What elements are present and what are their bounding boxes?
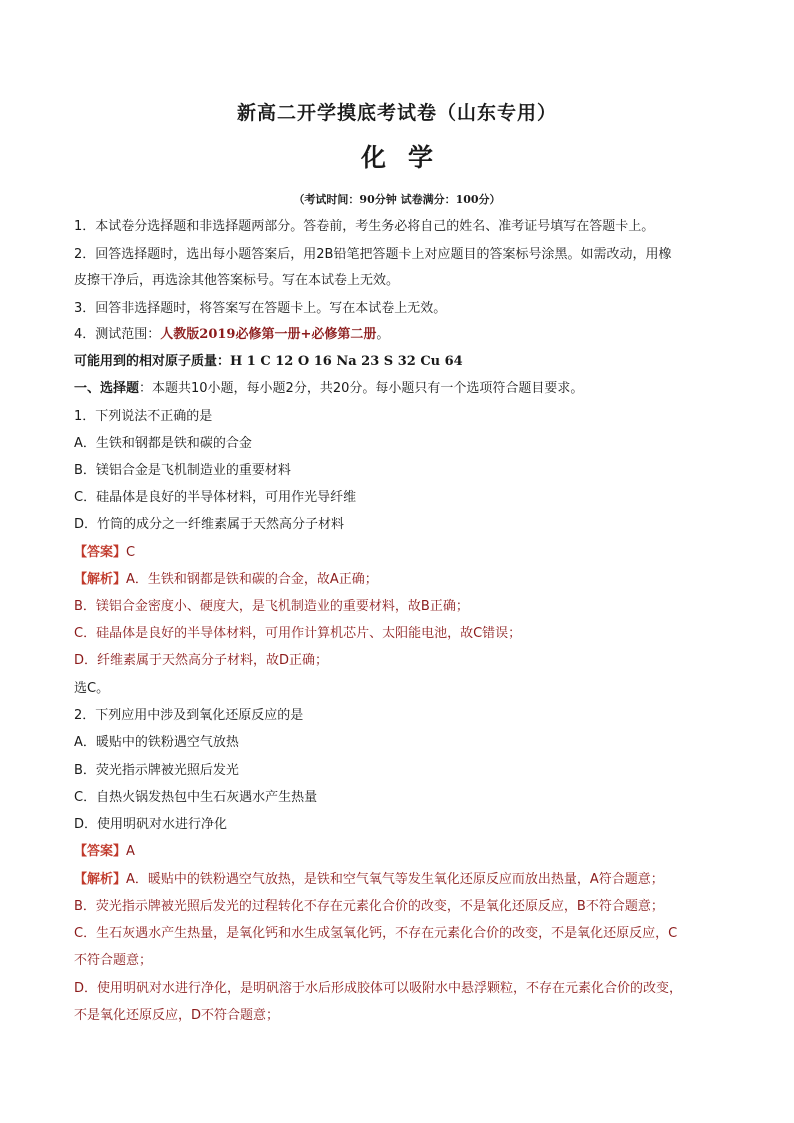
q1-option-c: C．硅晶体是良好的半导体材料，可用作光导纤维 xyxy=(74,490,357,505)
answer-tag: 【答案】 xyxy=(74,844,127,859)
answer-tag: 【答案】 xyxy=(74,545,127,560)
answer-value: C xyxy=(126,545,136,560)
q2-option-b: B．荧光指示牌被光照后发光 xyxy=(74,763,239,778)
section-desc: ：本题共10小题，每小题2分，共20分。每小题只有一个选项符合题目要求。 xyxy=(139,381,584,396)
q2-option-a: A．暖贴中的铁粉遇空气放热 xyxy=(74,735,239,750)
scope-value: 人教版2019必修第一册+必修第二册 xyxy=(160,327,377,342)
q2-analysis-3: C．生石灰遇水产生热量，是氧化钙和水生成氢氧化钙，不存在元素化合价的改变，不是氧化还原反应，C xyxy=(74,926,678,941)
section-heading-line xyxy=(74,380,724,397)
q1-stem: 1．下列说法不正确的是 xyxy=(74,409,213,424)
q1-answer xyxy=(74,544,724,561)
atomic-mass: 可能用到的相对原子质量：H 1 C 12 O 16 Na 23 S 32 Cu 64 xyxy=(74,354,463,369)
q2-answer xyxy=(74,843,724,860)
scope-suffix: 。 xyxy=(376,327,390,342)
instruction-2: 2．回答选择题时，选出每小题答案后，用2B铅笔把答题卡上对应题目的答案标号涂黑。如需改动，用橡 xyxy=(74,247,672,262)
analysis-text: A．生铁和钢都是铁和碳的合金，故A正确； xyxy=(126,572,378,587)
analysis-tag: 【解析】 xyxy=(74,572,127,587)
q2-option-d: D．使用明矾对水进行净化 xyxy=(74,817,228,832)
exam-title: 新高二开学摸底考试卷（山东专用） xyxy=(236,102,557,124)
q1-analysis-3: C．硅晶体是良好的半导体材料，可用作计算机芯片、太阳能电池，故C错误； xyxy=(74,626,522,641)
section-heading: 一、选择题 xyxy=(74,381,140,396)
q2-analysis-2: B．荧光指示牌被光照后发光的过程转化不存在元素化合价的改变，不是氧化还原反应，B不符合题意； xyxy=(74,899,664,914)
q2-stem: 2．下列应用中涉及到氧化还原反应的是 xyxy=(74,708,304,723)
q1-analysis-2: B．镁铝合金密度小、硬度大，是飞机制造业的重要材料，故B正确； xyxy=(74,599,469,614)
q1-option-b: B．镁铝合金是飞机制造业的重要材料 xyxy=(74,463,291,478)
exam-info: （考试时间：90分钟 试卷满分：100分） xyxy=(293,193,501,206)
analysis-text: A．暖贴中的铁粉遇空气放热，是铁和空气氧气等发生氧化还原反应而放出热量，A符合题意； xyxy=(126,872,664,887)
q1-conclusion: 选C。 xyxy=(74,681,110,696)
analysis-tag: 【解析】 xyxy=(74,872,127,887)
q2-analysis-4-cont: 不是氧化还原反应，D不符合题意； xyxy=(74,1008,280,1023)
scope-prefix: 4．测试范围： xyxy=(74,327,161,342)
q1-analysis-4: D．纤维素属于天然高分子材料，故D正确； xyxy=(74,653,329,668)
q1-option-d: D．竹筒的成分之一纤维素属于天然高分子材料 xyxy=(74,517,345,532)
q1-analysis-1 xyxy=(74,571,724,588)
instruction-3: 3．回答非选择题时，将答案写在答题卡上。写在本试卷上无效。 xyxy=(74,301,447,316)
q2-analysis-4: D．使用明矾对水进行净化，是明矾溶于水后形成胶体可以吸附水中悬浮颗粒，不存在元素化合价的改变， xyxy=(74,981,683,996)
subject-title: 化学 xyxy=(360,143,455,172)
instruction-2-cont: 皮擦干净后，再选涂其他答案标号。写在本试卷上无效。 xyxy=(74,273,400,288)
instruction-1: 1．本试卷分选择题和非选择题两部分。答卷前，考生务必将自己的姓名、准考证号填写在答题卡上。 xyxy=(74,219,655,234)
q2-analysis-1 xyxy=(74,871,724,888)
q1-option-a: A．生铁和钢都是铁和碳的合金 xyxy=(74,436,252,451)
instruction-4 xyxy=(74,326,724,343)
q2-analysis-3-cont: 不符合题意； xyxy=(74,953,153,968)
q2-option-c: C．自热火锅发热包中生石灰遇水产生热量 xyxy=(74,790,318,805)
answer-value: A xyxy=(126,844,135,859)
